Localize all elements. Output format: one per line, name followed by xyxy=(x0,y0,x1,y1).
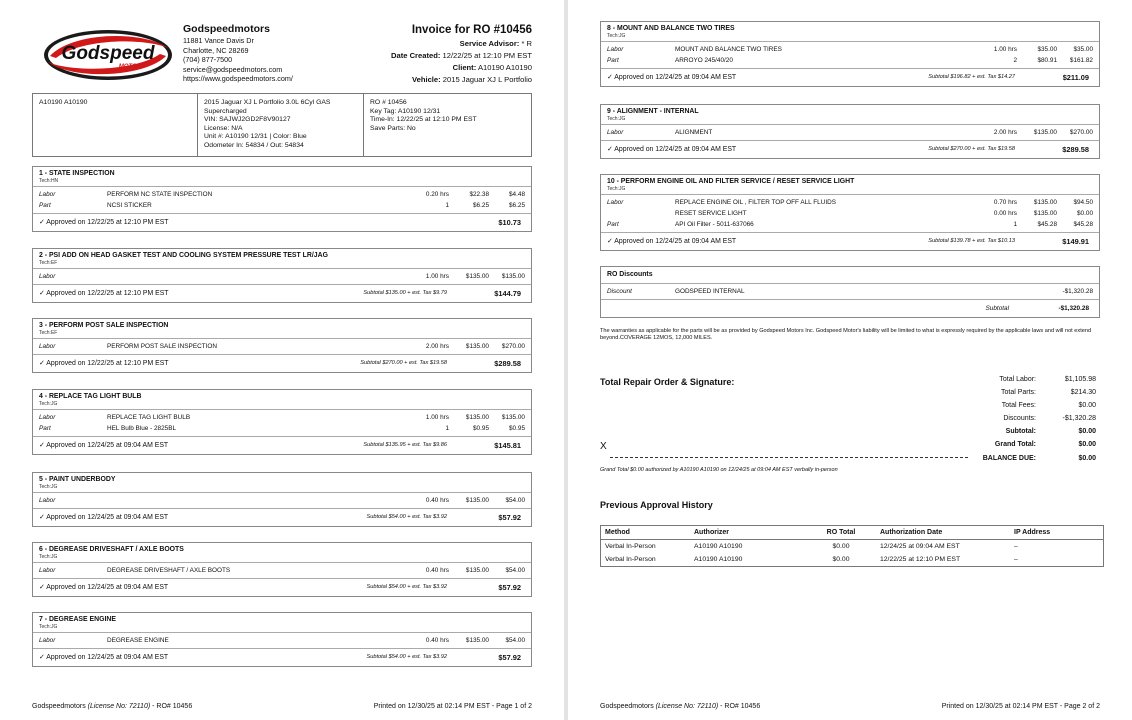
line-kind: Part xyxy=(39,202,51,209)
history-cell: A10190 A10190 xyxy=(694,543,743,550)
company-website[interactable]: https://www.godspeedmotors.com/ xyxy=(183,74,293,84)
ro-line: Key Tag: A10190 12/31 xyxy=(370,107,441,115)
discount-subtotal: -$1,320.28 xyxy=(1058,305,1089,312)
job-tech: Tech:JG xyxy=(39,484,58,490)
line-kind: Part xyxy=(39,425,51,432)
job-total: $144.79 xyxy=(494,289,521,298)
job-line xyxy=(33,423,531,434)
line-rate: $0.95 xyxy=(473,425,489,432)
client-label: Client: xyxy=(452,63,477,72)
line-rate: $135.00 xyxy=(465,567,489,574)
history-cell: – xyxy=(1014,556,1018,563)
line-total: $35.00 xyxy=(1073,46,1093,53)
svg-text:Godspeed: Godspeed xyxy=(61,43,155,64)
customer-cell xyxy=(33,94,198,156)
history-row xyxy=(601,540,1103,553)
line-rate: $135.00 xyxy=(465,637,489,644)
service-advisor-value: * R xyxy=(521,39,532,48)
job-line xyxy=(33,189,531,200)
job-total: $289.58 xyxy=(1062,145,1089,154)
line-rate: $135.00 xyxy=(465,273,489,280)
line-rate: $135.00 xyxy=(1033,129,1057,136)
job-subtotal: Subtotal $139.78 + est. Tax $10.13 xyxy=(928,238,1015,244)
line-total: $54.00 xyxy=(505,567,525,574)
line-quantity: 1.00 hrs xyxy=(425,273,449,280)
total-label: Total Fees: xyxy=(1001,402,1036,410)
svg-text:MOTORS: MOTORS xyxy=(118,64,146,70)
job-total: $57.92 xyxy=(498,513,521,522)
job-subtotal: Subtotal $270.00 + est. Tax $19.58 xyxy=(360,360,447,366)
job-lines xyxy=(33,339,531,355)
line-rate: $135.00 xyxy=(465,497,489,504)
job-approval-row xyxy=(33,285,531,302)
line-quantity: 0.00 hrs xyxy=(993,210,1017,217)
company-address-1: 11881 Vance Davis Dr xyxy=(183,36,254,45)
approval-status: ✓ Approved on 12/22/25 at 12:10 PM EST xyxy=(39,290,169,297)
footer-ro: - RO# 10456 xyxy=(718,703,761,710)
vehicle-line: Unit #: A10190 12/31 | Color: Blue xyxy=(204,133,307,141)
job-title: 6 - DEGREASE DRIVESHAFT / AXLE BOOTS xyxy=(39,546,184,553)
vehicle-line: 2015 Jaguar XJ L Portfolio 3.0L 6Cyl GAS xyxy=(204,99,331,106)
job-header xyxy=(33,319,531,339)
vehicle-line: Odometer In: 54834 / Out: 54834 xyxy=(204,141,304,149)
line-kind: Labor xyxy=(39,273,56,280)
customer-name: A10190 A10190 xyxy=(39,99,88,106)
total-value: -$1,320.28 xyxy=(1062,415,1096,423)
total-row xyxy=(968,438,1096,451)
line-total: $270.00 xyxy=(1069,129,1093,136)
line-total: $161.82 xyxy=(1069,57,1093,64)
job-subtotal: Subtotal $135.00 + est. Tax $9.79 xyxy=(363,290,447,296)
line-kind: Labor xyxy=(39,637,56,644)
line-description: ALIGNMENT xyxy=(675,129,713,136)
job-line xyxy=(601,44,1099,55)
line-rate: $6.25 xyxy=(473,202,489,209)
job-tech: Tech:JG xyxy=(607,116,626,122)
job-block xyxy=(600,104,1100,159)
line-rate: $135.00 xyxy=(1033,199,1057,206)
history-header-cell: Method xyxy=(605,529,630,536)
total-label: Total Labor: xyxy=(999,376,1036,383)
total-row xyxy=(968,452,1096,465)
job-lines xyxy=(601,42,1099,69)
line-total: $54.00 xyxy=(505,497,525,504)
job-title: 8 - MOUNT AND BALANCE TWO TIRES xyxy=(607,25,735,32)
total-row xyxy=(968,373,1096,386)
history-row xyxy=(601,553,1103,566)
grand-total-note: Grand Total $0.00 authorized by A10190 A10190 on 12/24/25 at 09:04 AM EST verbally in-person xyxy=(600,467,838,473)
total-value: $0.00 xyxy=(1078,454,1096,462)
line-total: $0.00 xyxy=(1077,210,1093,217)
line-quantity: 2 xyxy=(1013,57,1017,64)
job-line xyxy=(33,200,531,211)
line-kind: Labor xyxy=(607,129,624,136)
job-lines xyxy=(33,493,531,509)
client-value: A10190 A10190 xyxy=(477,63,532,72)
job-total: $211.09 xyxy=(1062,73,1089,82)
line-kind: Labor xyxy=(607,46,624,53)
invoice-header xyxy=(391,23,532,86)
ro-line: RO # 10456 xyxy=(370,99,407,106)
total-row xyxy=(968,412,1096,425)
job-header xyxy=(33,249,531,269)
job-header xyxy=(33,167,531,187)
line-description: DEGREASE DRIVESHAFT / AXLE BOOTS xyxy=(107,567,231,574)
job-tech: Tech:JG xyxy=(39,624,58,630)
line-rate: $35.00 xyxy=(1037,46,1057,53)
line-kind: Part xyxy=(607,57,619,64)
line-description: PERFORM NC STATE INSPECTION xyxy=(107,191,213,198)
godspeed-logo xyxy=(42,26,174,82)
date-created xyxy=(391,50,532,62)
job-block xyxy=(32,612,532,667)
line-description: API Oil Filter - 5011-637066 xyxy=(675,221,754,228)
footer-page-2: Printed on 12/30/25 at 02:14 PM EST - Page 2 of 2 xyxy=(941,703,1100,710)
history-cell: 12/22/25 at 12:10 PM EST xyxy=(880,556,961,563)
job-block xyxy=(32,472,532,527)
job-title: 3 - PERFORM POST SALE INSPECTION xyxy=(39,322,169,329)
job-header xyxy=(33,390,531,410)
discount-subtotal-row xyxy=(601,300,1099,317)
line-kind: Labor xyxy=(39,414,56,421)
line-description: RESET SERVICE LIGHT xyxy=(675,210,747,217)
line-description: HEL Bulb Blue - 2825BL xyxy=(107,425,177,432)
job-block xyxy=(600,21,1100,87)
footer-left-p2 xyxy=(600,703,760,710)
job-line xyxy=(601,127,1099,138)
line-kind: Labor xyxy=(39,497,56,504)
signature-line[interactable] xyxy=(610,457,968,458)
footer-license: (License No: 72110) xyxy=(655,703,719,710)
job-title: 1 - STATE INSPECTION xyxy=(39,170,115,177)
job-total: $145.81 xyxy=(494,441,521,450)
signature-title: Total Repair Order & Signature: xyxy=(600,377,735,387)
line-rate: $135.00 xyxy=(1033,210,1057,217)
total-value: $0.00 xyxy=(1078,441,1096,449)
total-label: Subtotal: xyxy=(1005,428,1036,436)
job-subtotal: Subtotal $135.95 + est. Tax $9.86 xyxy=(363,442,447,448)
line-kind: Labor xyxy=(39,343,56,350)
history-title: Previous Approval History xyxy=(600,500,713,510)
line-rate: $80.91 xyxy=(1037,57,1057,64)
total-label: Total Parts: xyxy=(1000,389,1036,397)
job-line xyxy=(601,197,1099,208)
job-approval-row xyxy=(33,509,531,526)
invoice-title: Invoice for RO #10456 xyxy=(411,24,532,36)
footer-license: (License No: 72110) xyxy=(87,703,151,710)
job-total: $10.73 xyxy=(498,218,521,227)
vehicle-line: VIN: SAJWJ2GD2F8V90127 xyxy=(204,116,291,124)
total-row xyxy=(968,425,1096,438)
total-value: $1,105.98 xyxy=(1064,376,1096,383)
line-quantity: 0.40 hrs xyxy=(425,567,449,574)
approval-status: ✓ Approved on 12/22/25 at 12:10 PM EST xyxy=(39,219,169,226)
footer-page-1: Printed on 12/30/25 at 02:14 PM EST - Page 1 of 2 xyxy=(373,703,532,710)
history-cell: A10190 A10190 xyxy=(694,556,743,563)
line-quantity: 2.00 hrs xyxy=(425,343,449,350)
line-kind: Part xyxy=(607,221,619,228)
job-block xyxy=(32,166,532,232)
approval-history-table xyxy=(600,525,1104,567)
vehicle-line: License: N/A xyxy=(204,124,243,132)
line-total: $135.00 xyxy=(501,414,525,421)
company-address-2: Charlotte, NC 28269 xyxy=(183,45,249,55)
line-description: MOUNT AND BALANCE TWO TIRES xyxy=(675,46,782,53)
total-value: $214.30 xyxy=(1070,389,1096,397)
history-cell: $0.00 xyxy=(832,543,850,550)
discount-amount: -$1,320.28 xyxy=(1062,288,1093,295)
job-title: 10 - PERFORM ENGINE OIL AND FILTER SERVICE / RESET SERVICE LIGHT xyxy=(607,178,855,185)
approval-status: ✓ Approved on 12/24/25 at 09:04 AM EST xyxy=(607,238,737,245)
client xyxy=(391,62,532,74)
line-total: $6.25 xyxy=(509,202,525,209)
job-block xyxy=(32,542,532,597)
discount-kind: Discount xyxy=(607,288,632,295)
total-value: $0.00 xyxy=(1078,402,1096,410)
page-1 xyxy=(0,0,564,720)
discount-subtotal-label: Subtotal xyxy=(985,305,1009,312)
approval-status: ✓ Approved on 12/22/25 at 12:10 PM EST xyxy=(39,360,169,367)
job-tech: Tech:EF xyxy=(39,260,58,266)
job-line xyxy=(33,495,531,506)
job-title: 2 - PSI ADD ON HEAD GASKET TEST AND COOLING SYSTEM PRESSURE TEST LR/JAG xyxy=(39,252,328,259)
job-tech: Tech:HN xyxy=(39,178,59,184)
line-quantity: 0.20 hrs xyxy=(425,191,449,198)
vehicle-line: Supercharged xyxy=(204,107,247,115)
job-header xyxy=(601,175,1099,195)
total-row xyxy=(968,386,1096,399)
job-block xyxy=(32,389,532,455)
job-lines xyxy=(33,563,531,579)
total-row xyxy=(968,399,1096,412)
line-description: ARROYO 245/40/20 xyxy=(675,57,733,64)
line-quantity: 2.00 hrs xyxy=(993,129,1017,136)
vehicle-cell xyxy=(198,94,364,156)
history-cell: Verbal In-Person xyxy=(605,543,656,550)
line-description: PERFORM POST SALE INSPECTION xyxy=(107,343,217,350)
history-cell: 12/24/25 at 09:04 AM EST xyxy=(880,543,960,550)
job-subtotal: Subtotal $270.00 + est. Tax $19.58 xyxy=(928,146,1015,152)
job-block xyxy=(32,318,532,373)
discounts-title: RO Discounts xyxy=(607,271,653,278)
company-email[interactable]: service@godspeedmotors.com xyxy=(183,64,283,74)
job-lines xyxy=(601,125,1099,141)
company-name: Godspeedmotors xyxy=(183,23,270,35)
job-block xyxy=(32,248,532,303)
job-title: 4 - REPLACE TAG LIGHT BULB xyxy=(39,393,142,400)
history-header-cell: Authorization Date xyxy=(880,529,943,536)
job-lines xyxy=(33,187,531,214)
vehicle-value: 2015 Jaguar XJ L Portfolio xyxy=(442,75,532,84)
date-created-value: 12/22/25 at 12:10 PM EST xyxy=(442,51,532,60)
discount-line xyxy=(601,286,1099,297)
line-quantity: 1.00 hrs xyxy=(993,46,1017,53)
line-quantity: 0.70 hrs xyxy=(993,199,1017,206)
line-rate: $45.28 xyxy=(1037,221,1057,228)
date-created-label: Date Created: xyxy=(391,51,441,60)
line-rate: $22.38 xyxy=(469,191,489,198)
ro-cell xyxy=(364,94,531,156)
job-title: 5 - PAINT UNDERBODY xyxy=(39,476,116,483)
job-total: $149.91 xyxy=(1062,237,1089,246)
job-line xyxy=(33,271,531,282)
line-total: $94.50 xyxy=(1073,199,1093,206)
approval-status: ✓ Approved on 12/24/25 at 09:04 AM EST xyxy=(607,146,737,153)
job-lines xyxy=(33,633,531,649)
line-description: DEGREASE ENGINE xyxy=(107,637,169,644)
job-line xyxy=(601,55,1099,66)
job-header xyxy=(33,473,531,493)
job-block xyxy=(600,174,1100,251)
line-total: $135.00 xyxy=(501,273,525,280)
history-header-cell: IP Address xyxy=(1014,529,1051,536)
job-subtotal: Subtotal $196.82 + est. Tax $14.27 xyxy=(928,74,1015,80)
job-line xyxy=(601,208,1099,219)
job-line xyxy=(33,341,531,352)
job-lines xyxy=(601,195,1099,233)
ro-line: Time-In: 12/22/25 at 12:10 PM EST xyxy=(370,116,477,124)
line-total: $4.48 xyxy=(509,191,525,198)
totals-summary xyxy=(968,373,1096,465)
ro-info-box xyxy=(32,93,532,157)
footer-left xyxy=(32,703,192,710)
job-header xyxy=(33,543,531,563)
company-info xyxy=(183,23,293,84)
job-tech: Tech:EF xyxy=(39,330,58,336)
job-approval-row xyxy=(33,437,531,454)
ro-line: Save Parts: No xyxy=(370,124,416,132)
job-header xyxy=(33,613,531,633)
line-quantity: 1 xyxy=(1013,221,1017,228)
job-line xyxy=(33,565,531,576)
line-rate: $135.00 xyxy=(465,343,489,350)
job-total: $57.92 xyxy=(498,653,521,662)
line-description: NCSI STICKER xyxy=(107,202,152,209)
job-line xyxy=(33,635,531,646)
job-approval-row xyxy=(601,233,1099,250)
total-label: Discounts: xyxy=(1003,415,1036,423)
job-tech: Tech:JG xyxy=(39,401,58,407)
line-kind: Labor xyxy=(39,191,56,198)
total-label: BALANCE DUE: xyxy=(982,454,1036,462)
job-subtotal: Subtotal $54.00 + est. Tax $3.92 xyxy=(366,654,447,660)
line-quantity: 0.40 hrs xyxy=(425,497,449,504)
signature-x: X xyxy=(600,441,607,452)
history-cell: $0.00 xyxy=(832,556,850,563)
job-approval-row xyxy=(33,579,531,596)
vehicle xyxy=(391,74,532,86)
job-title: 7 - DEGREASE ENGINE xyxy=(39,616,116,623)
footer-ro: - RO# 10456 xyxy=(150,703,193,710)
history-header-cell: RO Total xyxy=(826,529,856,536)
job-line xyxy=(33,412,531,423)
job-tech: Tech:JG xyxy=(607,33,626,39)
line-quantity: 1.00 hrs xyxy=(425,414,449,421)
job-approval-row xyxy=(33,214,531,231)
history-cell: – xyxy=(1014,543,1018,550)
line-kind: Labor xyxy=(39,567,56,574)
total-value: $0.00 xyxy=(1078,428,1096,436)
footer-company: Godspeedmotors xyxy=(32,703,88,710)
job-total: $57.92 xyxy=(498,583,521,592)
line-quantity: 0.40 hrs xyxy=(425,637,449,644)
line-total: $45.28 xyxy=(1073,221,1093,228)
job-subtotal: Subtotal $54.00 + est. Tax $3.92 xyxy=(366,514,447,520)
approval-status: ✓ Approved on 12/24/25 at 09:04 AM EST xyxy=(39,584,169,591)
job-approval-row xyxy=(33,355,531,372)
line-quantity: 1 xyxy=(445,425,449,432)
job-header xyxy=(601,105,1099,125)
line-total: $0.95 xyxy=(509,425,525,432)
line-total: $270.00 xyxy=(501,343,525,350)
total-label: Grand Total: xyxy=(994,441,1036,449)
job-approval-row xyxy=(601,141,1099,158)
line-rate: $135.00 xyxy=(465,414,489,421)
job-approval-row xyxy=(33,649,531,666)
page-2 xyxy=(568,0,1132,720)
approval-status: ✓ Approved on 12/24/25 at 09:04 AM EST xyxy=(39,442,169,449)
footer-company: Godspeedmotors xyxy=(600,703,656,710)
service-advisor-label: Service Advisor: xyxy=(459,39,520,48)
vehicle-label: Vehicle: xyxy=(411,75,441,84)
line-quantity: 1 xyxy=(445,202,449,209)
discount-desc: GODSPEED INTERNAL xyxy=(675,288,745,295)
job-tech: Tech:JG xyxy=(607,186,626,192)
job-lines xyxy=(33,269,531,285)
service-advisor xyxy=(391,38,532,50)
history-cell: Verbal In-Person xyxy=(605,556,656,563)
company-phone: (704) 877-7500 xyxy=(183,55,233,65)
job-total: $289.58 xyxy=(494,359,521,368)
job-tech: Tech:JG xyxy=(39,554,58,560)
job-line xyxy=(601,219,1099,230)
job-approval-row xyxy=(601,69,1099,86)
line-kind: Labor xyxy=(607,199,624,206)
history-header-cell: Authorizer xyxy=(694,529,729,536)
approval-status: ✓ Approved on 12/24/25 at 09:04 AM EST xyxy=(39,654,169,661)
line-description: REPLACE TAG LIGHT BULB xyxy=(107,414,191,421)
job-lines xyxy=(33,410,531,437)
approval-status: ✓ Approved on 12/24/25 at 09:04 AM EST xyxy=(607,74,737,81)
warranty-text: The warranties as applicable for the parts will be as provided by Godspeed Motors Inc. Godspeed Motor's liability will be limited to what is expressly required by the applicable laws and will not extend beyond.COVERAGE 12MOS, 12,000 MILES. xyxy=(600,328,1092,342)
job-header xyxy=(601,22,1099,42)
line-total: $54.00 xyxy=(505,637,525,644)
ro-discounts-block xyxy=(600,266,1100,318)
approval-status: ✓ Approved on 12/24/25 at 09:04 AM EST xyxy=(39,514,169,521)
line-description: REPLACE ENGINE OIL , FILTER TOP OFF ALL FLUIDS xyxy=(675,199,836,206)
history-header-row xyxy=(601,526,1103,540)
job-subtotal: Subtotal $54.00 + est. Tax $3.92 xyxy=(366,584,447,590)
job-title: 9 - ALIGNMENT - INTERNAL xyxy=(607,108,699,115)
